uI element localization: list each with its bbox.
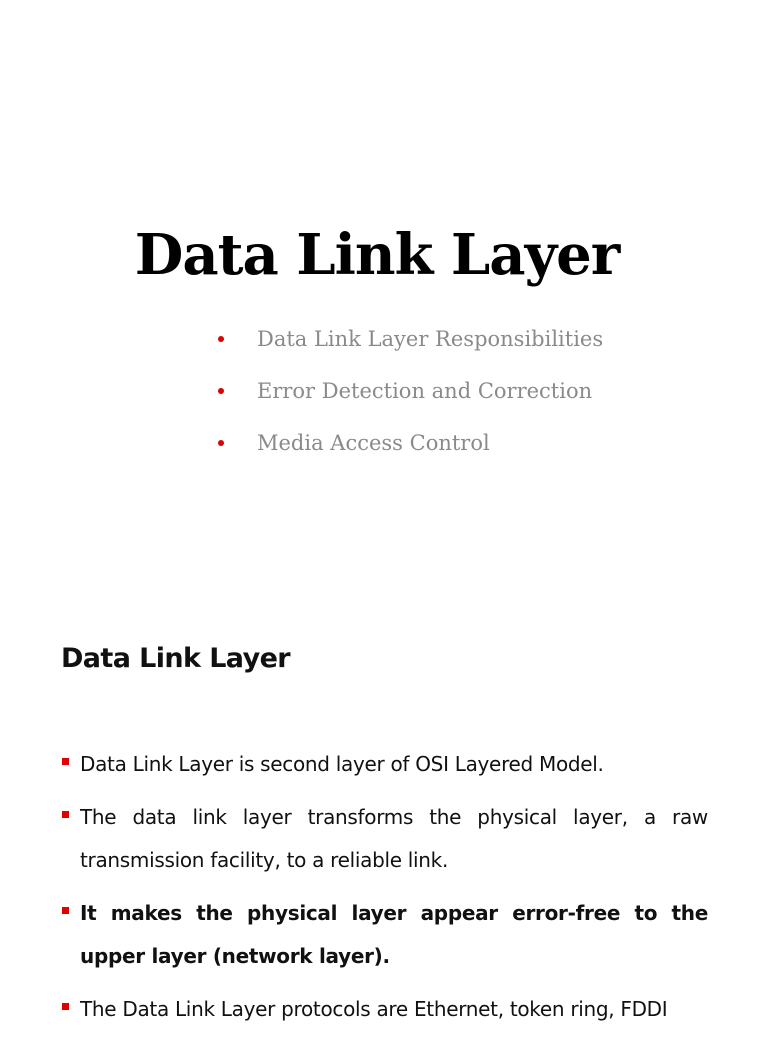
agenda-item	[216, 322, 603, 374]
bullet-text: It makes the physical layer appear error-free to the upper layer (network layer).	[80, 901, 708, 968]
bullet-dot-icon	[218, 440, 224, 446]
square-bullet-icon	[62, 907, 69, 914]
bullet-list	[60, 743, 708, 1041]
agenda-item	[216, 374, 603, 426]
agenda-item-label: Data Link Layer Responsibilities	[257, 327, 604, 351]
bullet-item	[60, 988, 708, 1031]
bullet-item	[60, 796, 708, 882]
square-bullet-icon	[62, 758, 69, 765]
bullet-text: Data Link Layer is second layer of OSI Layered Model.	[80, 752, 604, 776]
bullet-text: The Data Link Layer protocols are Ethernet, token ring, FDDI	[80, 997, 668, 1021]
bullet-dot-icon	[218, 388, 224, 394]
bullet-item	[60, 743, 708, 786]
bullet-text: The data link layer transforms the physical layer, a raw transmission facility, to a reliable link.	[80, 805, 708, 872]
agenda-item-label: Error Detection and Correction	[257, 379, 593, 403]
square-bullet-icon	[62, 1003, 69, 1010]
bullet-item	[60, 892, 708, 978]
agenda-list	[216, 322, 603, 478]
bullet-dot-icon	[218, 336, 224, 342]
slide-title: Data Link Layer	[134, 222, 620, 288]
square-bullet-icon	[62, 811, 69, 818]
content-slide	[0, 575, 768, 1024]
agenda-item	[216, 426, 603, 478]
slide-heading: Data Link Layer	[61, 643, 291, 674]
agenda-item-label: Media Access Control	[257, 431, 490, 455]
